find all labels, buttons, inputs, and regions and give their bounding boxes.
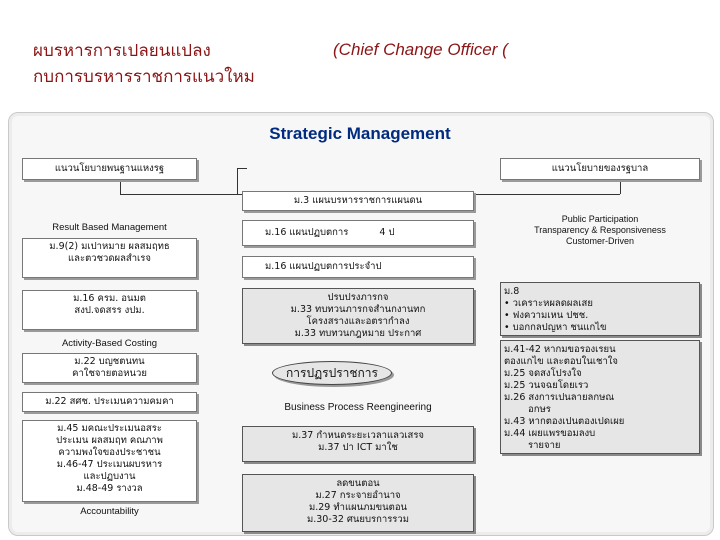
complaints-line: ม.43 หากตองเปนตองเปดเผย [504,416,625,427]
m16-four-year-plan-box [242,220,474,246]
result-based-management-label: Result Based Management [52,222,167,233]
public-participation-line: Public Participation [561,214,639,224]
connector-line [237,168,238,194]
m45-line: และปฏบงาน [83,471,136,482]
m22-line-2: คาใชจายตอหนวย [72,368,147,379]
complaints-line: รายจาย [528,440,561,451]
title-line-1: ผบรหารการเปลยนแปลง [33,41,211,61]
m45-line: ม.46-47 ประเมนผบรหาร [56,459,163,470]
m41-complaints-box [500,340,700,454]
restructure-line: โครงสรางและอตรากำลง [306,316,410,327]
m16-four-year-label: ม.16 แผนปฏบตการ [265,227,349,238]
complaints-line: ตองแกไข และตอบในเชาใจ [504,356,618,367]
m37-box [242,426,474,462]
complaints-line: อกษร [528,404,551,415]
m16-annual-plan-box: ม.16 แผนปฏบตการประจำป [242,256,474,278]
connector-line [120,194,260,195]
basic-state-policy-box: แนวนโยบายพนฐานแหงรฐ [22,158,197,180]
restructure-line: ม.33 ทบทวนภารกจสำนกงานทก [290,304,426,315]
connector-line [237,168,247,169]
m37-line: ม.37 กำหนดระยะเวลาแลวเสรจ [291,430,424,441]
title-english: (Chief Change Officer ( [333,40,508,59]
complaints-line: ม.44 เผยแพรขอมลงบ [504,428,596,439]
administration-plan-box: ม.3 แผนบรหารราชการแผนดน [242,191,474,211]
complaints-line: ม.26 สงการเปนลายลกษณ [504,392,615,403]
restructure-line: ม.33 ทบทวนกฎหมาย ประกาศ [294,328,422,339]
m9-line-1: ม.9(2) มเปาหมาย ผลสมฤทธ [49,241,170,252]
title-line-2: กบการบรหารราชการแนวใหม [33,67,255,87]
reduce-steps-line: ม.30-32 ศนยบรการรวม [306,514,410,525]
reduce-steps-line: ลดขนตอน [336,478,380,489]
m22-value-box: ม.22 สศช. ประเมนความคมคา [22,392,197,412]
complaints-line: ม.25 จดสงโปรงใจ [504,368,582,379]
connector-line [120,180,121,194]
m45-evaluation-box [22,420,197,502]
m8-line: • วเคราะหผลดผลเสย [504,298,593,309]
m37-line: ม.37 ปา ICT มาใช [318,442,398,453]
customer-driven-line: Customer-Driven [565,236,634,246]
reduce-steps-box [242,474,474,532]
restructure-line: ปรบปรงภารกจ [327,292,389,303]
bpr-label: Business Process Reengineering [284,402,432,413]
m22-line-1: ม.22 บญชตนทน [74,356,145,367]
m45-line: ประเมน ผลสมฤท คณภาพ [56,435,163,446]
m8-line: • ฟงความเหน ปชช. [504,310,589,321]
transparency-line: Transparency & Responsiveness [534,225,666,235]
accountability-label: Accountability [80,506,139,517]
diagram-heading: Strategic Management [269,124,451,143]
m45-line: ความพงใจของประชาชน [58,447,161,458]
government-policy-box: แนวนโยบายของรฐบาล [500,158,700,180]
reduce-steps-line: ม.29 ทำแผนภมขนตอน [308,502,408,513]
m16-krm-line-2: สงป.จดสรร งปม. [74,305,145,316]
m8-line: • บอกกลปญหา ชนแกไข [504,322,607,333]
m16-cabinet-box [22,290,197,330]
restructure-box [242,288,474,344]
complaints-line: ม.25 วนจฉยโดยเรว [504,380,589,391]
m45-line: ม.45 มคณะประเมนอสระ [57,423,162,434]
connector-line [470,194,620,195]
m22-cost-box [22,353,197,383]
activity-based-costing-label: Activity-Based Costing [61,338,158,349]
four-years-label: 4 ป [379,227,395,238]
m16-krm-line-1: ม.16 ครม. อนมต [73,293,146,304]
complaints-line: ม.41-42 หากมขอรองเรยน [504,344,616,355]
connector-line [620,180,621,194]
public-participation-label [500,214,700,247]
m45-line: ม.48-49 รางวล [76,483,143,494]
m8-line: ม.8 [504,286,520,297]
reform-oval: การปฏรปราชการ [272,361,392,385]
m8-box [500,282,700,336]
m9-line-2: และตวชวดผลสำเรจ [68,253,151,264]
reduce-steps-line: ม.27 กระจายอำนาจ [315,490,401,501]
m9-goals-box [22,238,197,278]
